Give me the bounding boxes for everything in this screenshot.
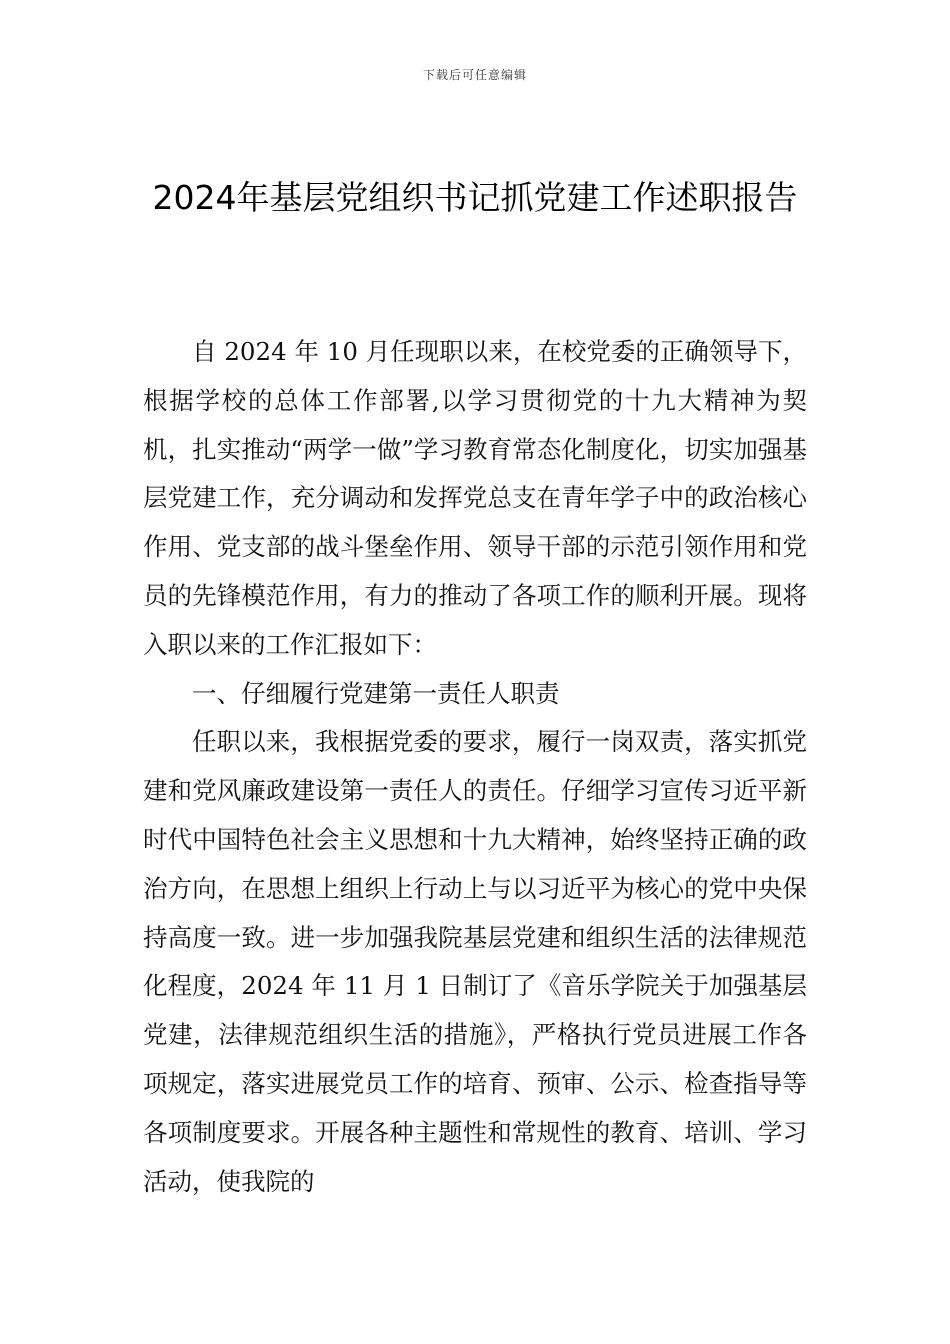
intro-paragraph: 自 2024 年 10 月任现职以来，在校党委的正确领导下，根据学校的总体工作部署,以学习贯彻党的十九大精神为契机，扎实推动“两学一做”学习教育常态化制度化，切实加强基层党建工作，充分调动和发挥党总支在青年学子中的政治核心作用、党支部的战斗堡垒作用、领导干部的示范引领作用和党员的先锋模范作用，有力的推动了各项工作的顺利开展。现将入职以来的工作汇报如下： bbox=[143, 337, 807, 659]
section-heading: 一、仔细履行党建第一责任人职责 bbox=[192, 678, 560, 708]
section-paragraph: 任职以来，我根据党委的要求，履行一岗双责，落实抓党建和党风廉政建设第一责任人的责任。仔细学习宣传习近平新时代中国特色社会主义思想和十九大精神，始终坚持正确的政治方向，在思想上组织上行动上与以习近平为核心的党中央保持高度一致。进一步加强我院基层党建和组织生活的法律规范化程度，2024 年 11 月 1 日制订了《音乐学院关于加强基层党建，法律规范组织生活的措施》，严格执行党员进展工作各项规定，落实进展党员工作的培育、预审、公示、检查指导等各项制度要求。开展各种主题性和常规性的教育、培训、学习活动，使我院的 bbox=[143, 727, 807, 1196]
document-title: 2024年基层党组织书记抓党建工作述职报告 bbox=[152, 178, 798, 217]
document-body bbox=[143, 328, 807, 1206]
header-note: 下载后可任意编辑 bbox=[422, 68, 527, 82]
